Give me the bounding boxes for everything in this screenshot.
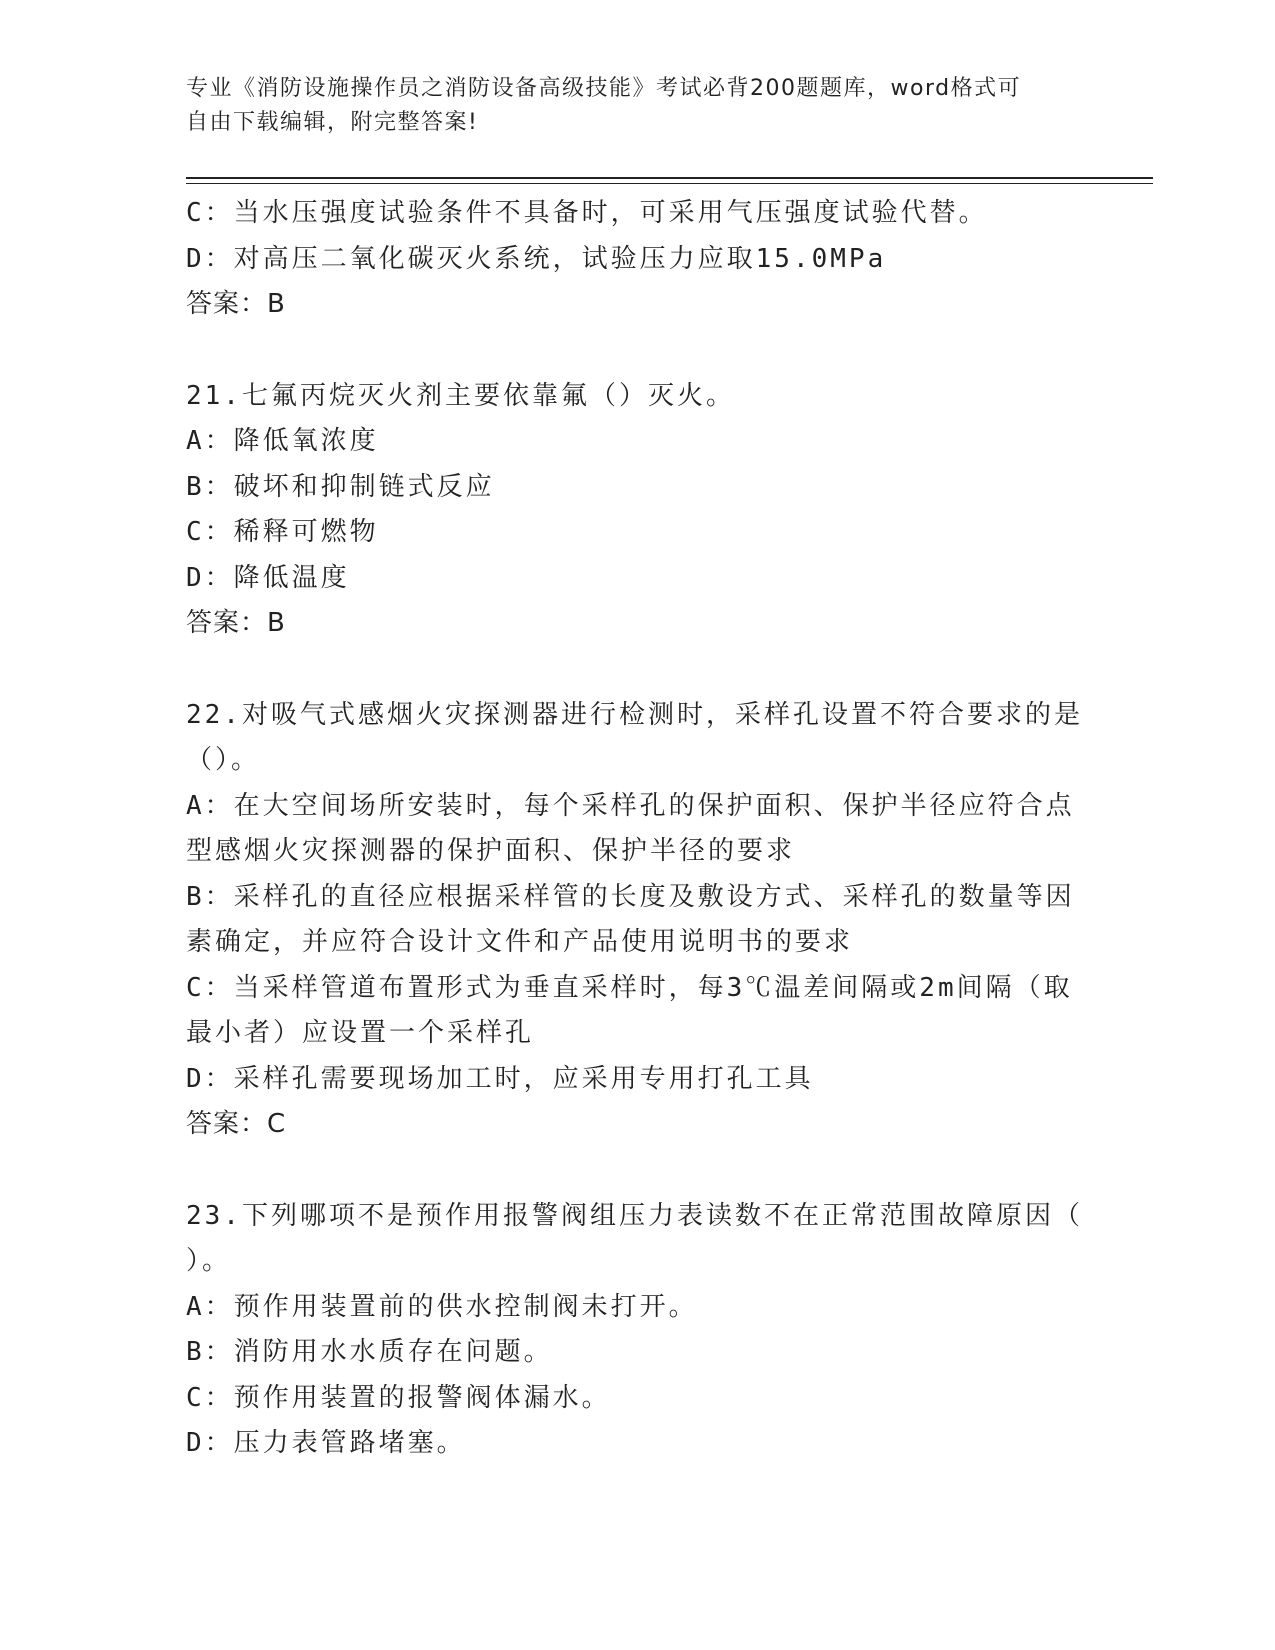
option-b: B：消防用水水质存在问题。 xyxy=(186,1337,553,1367)
option-c-line-2: 最小者）应设置一个采样孔 xyxy=(186,1018,535,1048)
question-22 xyxy=(186,693,1086,1148)
question-23 xyxy=(186,1194,1086,1467)
option-b: B：破坏和抑制链式反应 xyxy=(186,471,495,502)
option-d: D：采样孔需要现场加工时，应采用专用打孔工具 xyxy=(186,1063,814,1094)
question-stem-line-1: 22.对吸气式感烟火灾探测器进行检测时，采样孔设置不符合要求的是 xyxy=(186,699,1083,730)
header-line-1: 专业《消防设施操作员之消防设备高级技能》考试必背200题题库，word格式可 xyxy=(186,76,1022,101)
answer-line: 答案：B xyxy=(186,289,286,319)
question-21 xyxy=(186,374,1086,647)
question-20-tail xyxy=(186,191,1086,328)
document-body xyxy=(186,191,1086,1467)
spacer xyxy=(186,328,1086,374)
option-d: D：对高压二氧化碳灭火系统，试验压力应取15.0MPa xyxy=(186,243,887,274)
question-stem: 21.七氟丙烷灭火剂主要依靠氟（）灭火。 xyxy=(186,380,735,411)
option-c: C：当水压强度试验条件不具备时，可采用气压强度试验代替。 xyxy=(186,198,988,228)
option-a: A：降低氧浓度 xyxy=(186,426,379,456)
spacer xyxy=(186,1148,1086,1194)
question-stem-line-1: 23.下列哪项不是预作用报警阀组压力表读数不在正常范围故障原因（ xyxy=(186,1200,1083,1231)
spacer xyxy=(186,647,1086,693)
option-c-line-1: C：当采样管道布置形式为垂直采样时，每3℃温差间隔或2m间隔（取 xyxy=(186,972,1073,1003)
answer-line: 答案：C xyxy=(186,1109,287,1139)
header-divider-thick xyxy=(186,177,1153,179)
option-b-line-1: B：采样孔的直径应根据采样管的长度及敷设方式、采样孔的数量等因 xyxy=(186,881,1075,912)
option-d: D：降低温度 xyxy=(186,562,350,593)
option-c: C：稀释可燃物 xyxy=(186,517,379,547)
option-a-line-1: A：在大空间场所安装时，每个采样孔的保护面积、保护半径应符合点 xyxy=(186,790,1075,821)
option-a-line-2: 型感烟火灾探测器的保护面积、保护半径的要求 xyxy=(186,836,796,866)
option-c: C：预作用装置的报警阀体漏水。 xyxy=(186,1382,611,1413)
question-stem-line-2: （）。 xyxy=(186,745,261,775)
option-b-line-2: 素确定，并应符合设计文件和产品使用说明书的要求 xyxy=(186,927,854,957)
header-line-2: 自由下载编辑，附完整答案! xyxy=(186,110,479,135)
answer-line: 答案：B xyxy=(186,608,286,638)
question-stem-line-2: ）。 xyxy=(186,1246,232,1276)
header-divider-thin xyxy=(186,183,1153,184)
option-a: A：预作用装置前的供水控制阀未打开。 xyxy=(186,1291,698,1322)
option-d: D：压力表管路堵塞。 xyxy=(186,1428,466,1458)
document-header xyxy=(186,72,1066,140)
